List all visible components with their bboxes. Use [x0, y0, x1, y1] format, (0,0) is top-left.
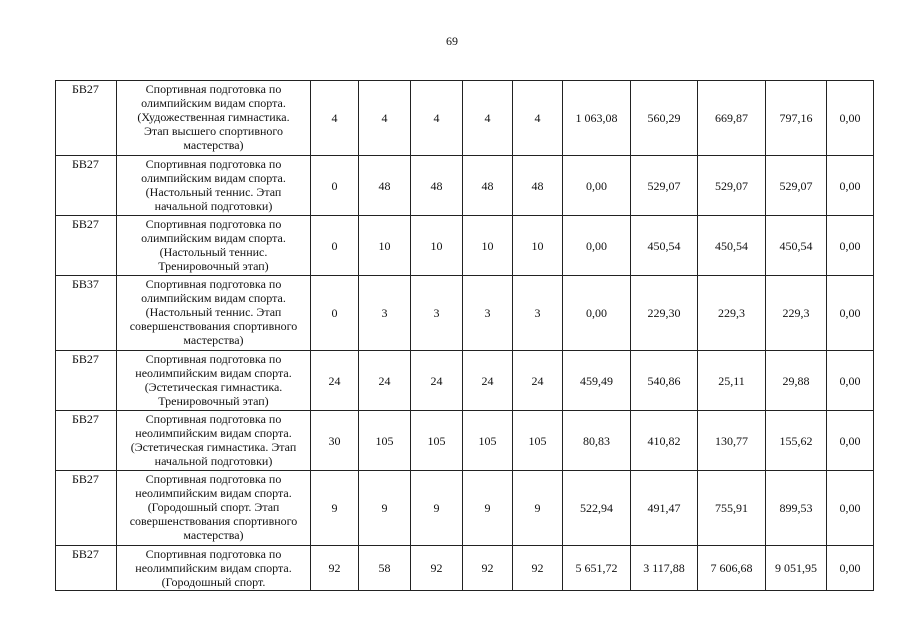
description-line: мастерства)	[183, 333, 244, 347]
table-row	[56, 276, 874, 351]
description-line: (Настольный теннис. Этап	[145, 305, 282, 319]
row-code: БВ37	[56, 276, 117, 351]
description-line: Спортивная подготовка по	[145, 352, 282, 366]
count-col-1: 0	[311, 216, 359, 276]
description-line: Спортивная подготовка по	[145, 547, 282, 561]
description-line: (Эстетическая гимнастика.	[144, 380, 283, 394]
cost-col-1: 459,49	[563, 351, 631, 411]
count-col-3: 9	[411, 471, 463, 546]
count-col-4: 105	[463, 411, 513, 471]
description-line: олимпийским видам спорта.	[141, 96, 286, 110]
description-line: неолимпийским видам спорта.	[135, 561, 292, 575]
cost-col-1: 522,94	[563, 471, 631, 546]
description-line: неолимпийским видам спорта.	[135, 486, 292, 500]
cost-col-1: 1 063,08	[563, 81, 631, 156]
row-description	[117, 546, 311, 591]
count-col-3: 105	[411, 411, 463, 471]
count-col-1: 9	[311, 471, 359, 546]
count-col-5: 3	[513, 276, 563, 351]
description-line: Спортивная подготовка по	[145, 217, 282, 231]
count-col-4: 9	[463, 471, 513, 546]
cost-col-5: 0,00	[827, 351, 874, 411]
cost-col-1: 80,83	[563, 411, 631, 471]
count-col-2: 9	[359, 471, 411, 546]
count-col-5: 48	[513, 156, 563, 216]
description-line: (Настольный теннис.	[159, 245, 268, 259]
cost-col-5: 0,00	[827, 81, 874, 156]
table-row	[56, 546, 874, 591]
description-line: олимпийским видам спорта.	[141, 231, 286, 245]
row-description	[117, 156, 311, 216]
page-number: 69	[446, 34, 458, 48]
description-line: Тренировочный этап)	[158, 259, 269, 273]
count-col-2: 105	[359, 411, 411, 471]
count-col-3: 3	[411, 276, 463, 351]
count-col-5: 10	[513, 216, 563, 276]
description-line: Спортивная подготовка по	[145, 472, 282, 486]
cost-col-3: 229,3	[698, 276, 766, 351]
row-code: БВ27	[56, 546, 117, 591]
count-col-1: 24	[311, 351, 359, 411]
row-code: БВ27	[56, 156, 117, 216]
cost-col-1: 0,00	[563, 216, 631, 276]
description-line: (Городошный спорт. Этап	[147, 500, 280, 514]
cost-col-2: 450,54	[631, 216, 698, 276]
cost-col-2: 491,47	[631, 471, 698, 546]
table-row	[56, 471, 874, 546]
count-col-3: 24	[411, 351, 463, 411]
cost-col-5: 0,00	[827, 546, 874, 591]
cost-col-5: 0,00	[827, 276, 874, 351]
cost-col-1: 0,00	[563, 276, 631, 351]
cost-col-5: 0,00	[827, 411, 874, 471]
count-col-3: 92	[411, 546, 463, 591]
table-row	[56, 411, 874, 471]
count-col-2: 48	[359, 156, 411, 216]
row-description	[117, 471, 311, 546]
cost-col-2: 410,82	[631, 411, 698, 471]
count-col-2: 3	[359, 276, 411, 351]
cost-col-2: 529,07	[631, 156, 698, 216]
count-col-2: 24	[359, 351, 411, 411]
description-line: мастерства)	[183, 528, 244, 542]
count-col-2: 10	[359, 216, 411, 276]
count-col-1: 30	[311, 411, 359, 471]
description-line: Спортивная подготовка по	[145, 82, 282, 96]
cost-col-4: 450,54	[766, 216, 827, 276]
count-col-5: 105	[513, 411, 563, 471]
table-body	[56, 81, 874, 591]
cost-col-5: 0,00	[827, 156, 874, 216]
cost-col-3: 669,87	[698, 81, 766, 156]
description-line: начальной подготовки)	[154, 454, 273, 468]
table-row	[56, 351, 874, 411]
description-line: олимпийским видам спорта.	[141, 171, 286, 185]
cost-col-4: 797,16	[766, 81, 827, 156]
count-col-1: 0	[311, 156, 359, 216]
description-line: (Городошный спорт.	[161, 575, 266, 589]
cost-col-5: 0,00	[827, 471, 874, 546]
cost-col-4: 529,07	[766, 156, 827, 216]
table-row	[56, 156, 874, 216]
count-col-5: 24	[513, 351, 563, 411]
row-description	[117, 411, 311, 471]
count-col-4: 10	[463, 216, 513, 276]
count-col-3: 48	[411, 156, 463, 216]
row-code: БВ27	[56, 216, 117, 276]
cost-col-4: 9 051,95	[766, 546, 827, 591]
cost-col-3: 130,77	[698, 411, 766, 471]
description-line: (Художественная гимнастика.	[137, 110, 290, 124]
count-col-4: 3	[463, 276, 513, 351]
cost-col-1: 5 651,72	[563, 546, 631, 591]
description-line: олимпийским видам спорта.	[141, 291, 286, 305]
cost-col-3: 529,07	[698, 156, 766, 216]
description-line: совершенствования спортивного	[129, 514, 298, 528]
row-code: БВ27	[56, 81, 117, 156]
row-description	[117, 276, 311, 351]
count-col-5: 9	[513, 471, 563, 546]
cost-col-1: 0,00	[563, 156, 631, 216]
count-col-1: 92	[311, 546, 359, 591]
count-col-4: 4	[463, 81, 513, 156]
description-line: Этап высшего спортивного	[143, 124, 284, 138]
row-description	[117, 81, 311, 156]
count-col-5: 4	[513, 81, 563, 156]
data-table-wrapper	[55, 80, 874, 591]
description-line: Тренировочный этап)	[158, 394, 269, 408]
cost-col-4: 229,3	[766, 276, 827, 351]
table-row	[56, 81, 874, 156]
count-col-5: 92	[513, 546, 563, 591]
description-line: Спортивная подготовка по	[145, 412, 282, 426]
cost-col-4: 155,62	[766, 411, 827, 471]
cost-col-4: 29,88	[766, 351, 827, 411]
description-line: совершенствования спортивного	[129, 319, 298, 333]
row-code: БВ27	[56, 471, 117, 546]
data-table	[55, 80, 874, 591]
count-col-1: 0	[311, 276, 359, 351]
count-col-4: 92	[463, 546, 513, 591]
row-description	[117, 216, 311, 276]
row-code: БВ27	[56, 351, 117, 411]
cost-col-3: 7 606,68	[698, 546, 766, 591]
row-code: БВ27	[56, 411, 117, 471]
count-col-3: 4	[411, 81, 463, 156]
count-col-2: 4	[359, 81, 411, 156]
count-col-1: 4	[311, 81, 359, 156]
cost-col-2: 229,30	[631, 276, 698, 351]
description-line: неолимпийским видам спорта.	[135, 426, 292, 440]
description-line: Спортивная подготовка по	[145, 277, 282, 291]
cost-col-4: 899,53	[766, 471, 827, 546]
count-col-3: 10	[411, 216, 463, 276]
cost-col-3: 755,91	[698, 471, 766, 546]
cost-col-2: 560,29	[631, 81, 698, 156]
cost-col-2: 3 117,88	[631, 546, 698, 591]
count-col-2: 58	[359, 546, 411, 591]
table-row	[56, 216, 874, 276]
cost-col-3: 450,54	[698, 216, 766, 276]
description-line: начальной подготовки)	[154, 199, 273, 213]
description-line: (Эстетическая гимнастика. Этап	[130, 440, 297, 454]
cost-col-5: 0,00	[827, 216, 874, 276]
row-description	[117, 351, 311, 411]
description-line: (Настольный теннис. Этап	[145, 185, 282, 199]
description-line: неолимпийским видам спорта.	[135, 366, 292, 380]
description-line: Спортивная подготовка по	[145, 157, 282, 171]
cost-col-2: 540,86	[631, 351, 698, 411]
description-line: мастерства)	[183, 138, 244, 152]
count-col-4: 48	[463, 156, 513, 216]
cost-col-3: 25,11	[698, 351, 766, 411]
count-col-4: 24	[463, 351, 513, 411]
